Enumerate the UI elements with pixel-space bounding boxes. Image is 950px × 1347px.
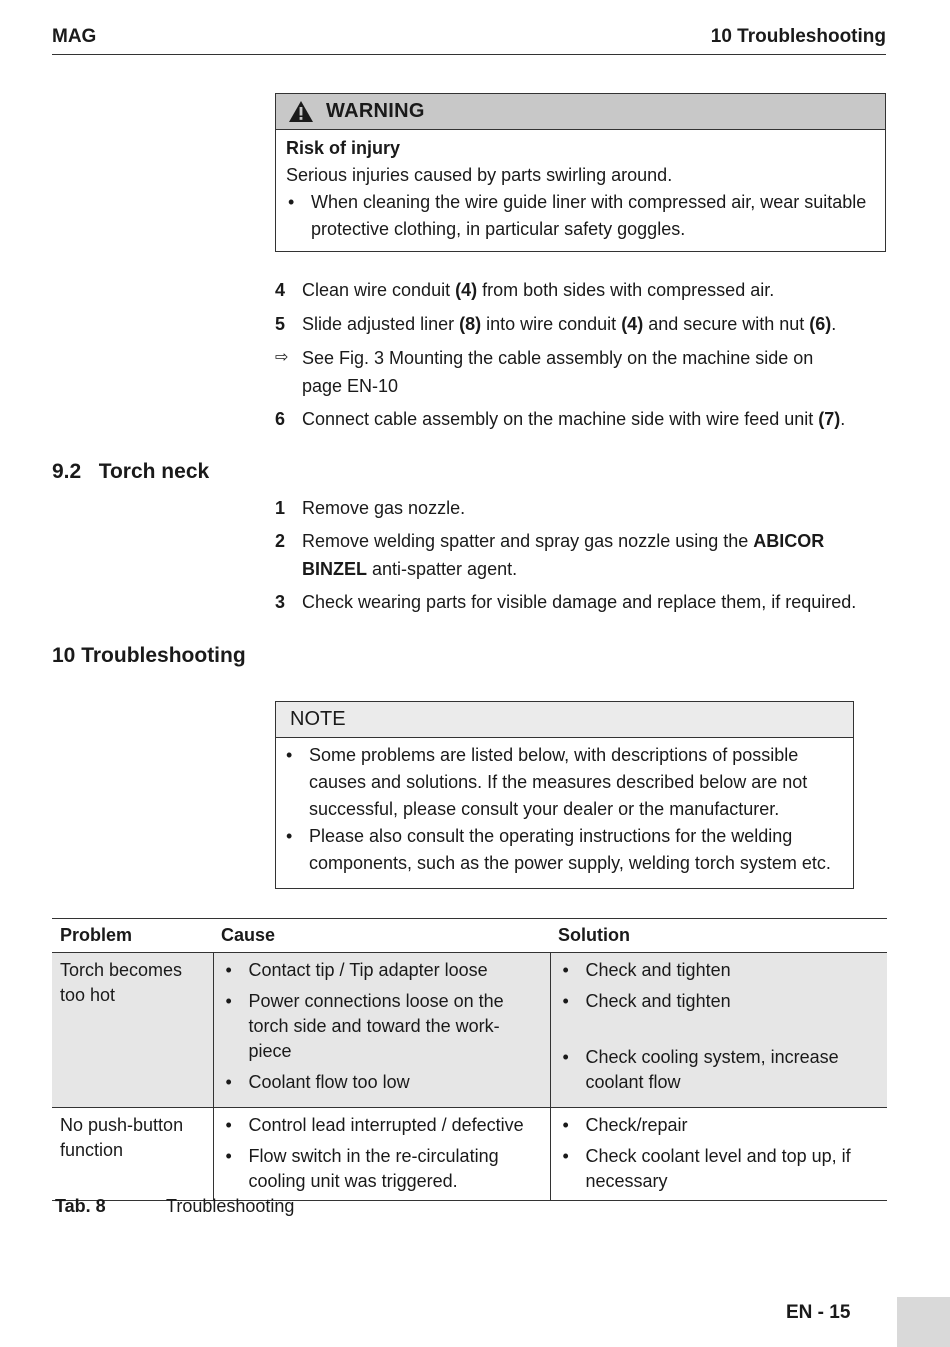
table-header-row [52,919,887,953]
list-item: • Control lead interrupted / defective [225,1115,524,1135]
warning-title: Risk of injury [286,138,401,158]
header-left: MAG [52,26,97,47]
note-bullet [284,742,845,823]
section-heading-torch-neck: 9.2 Torch neck [52,460,210,483]
warning-triangle-icon [288,100,314,123]
step-number: 3 [275,592,286,612]
step-text: Check wearing parts for visible damage and replace them, if required. [302,592,857,612]
page-number: EN - 15 [786,1302,851,1323]
list-item: • Check cooling system, increase coolant flow [562,1047,839,1092]
step-text: Connect cable assembly on the machine side with wire feed unit (7). [302,409,846,429]
step-number: 4 [275,280,286,300]
bullet-marker: • [286,826,293,846]
list-item: • Contact tip / Tip adapter loose [225,960,488,980]
torch-step-2 [275,527,885,583]
step-5 [275,310,885,338]
list-item: • Check coolant level and top up, if necessary [562,1146,851,1191]
cause-cell [213,1108,550,1201]
header-right: 10 Troubleshooting [710,26,886,47]
troubleshooting-table [52,918,887,1201]
table-caption-label: Tab. 8 [55,1196,106,1216]
list-item: • Coolant flow too low [225,1072,410,1092]
warning-bullet [286,189,875,243]
reference-text[interactable]: See Fig. 3 Mounting the cable assembly on the machine side on page EN-10 [302,348,814,396]
note-box [275,701,854,889]
section-heading-troubleshooting: 10 Troubleshooting [52,644,246,667]
list-item: • Check and tighten [562,960,731,980]
step-text: Remove gas nozzle. [302,498,466,518]
column-header: Cause [213,919,550,953]
solution-cell [550,1108,887,1201]
problem-cell: Torch becomes too hot [52,953,213,1108]
torch-step-1 [275,494,885,522]
warning-text: Serious injuries caused by parts swirling around. [286,165,673,185]
list-item: • Check/repair [562,1115,688,1135]
figure-reference[interactable] [275,344,815,400]
problem-cell: No push-button function [52,1108,213,1201]
list-item: • Power connections loose on the torch side and toward the work-piece [225,991,504,1061]
step-number: 5 [275,314,286,334]
step-text: Clean wire conduit (4) from both sides with compressed air. [302,280,775,300]
step-6 [275,405,885,433]
note-label: NOTE [276,702,853,738]
page-edge-tab [897,1297,950,1347]
table-row [52,1108,887,1201]
cause-cell [213,953,550,1108]
step-number: 2 [275,531,286,551]
step-number: 6 [275,409,286,429]
note-bullet [284,823,845,877]
step-text: Remove welding spatter and spray gas nozzle using the ABICOR BINZEL anti-spatter agent. [302,531,825,579]
list-item: • Check and tighten [562,991,731,1011]
column-header: Problem [52,919,213,953]
step-number: 1 [275,498,286,518]
bullet-marker: • [286,745,293,765]
warning-header [276,94,885,130]
table-row [52,953,887,1108]
column-header: Solution [550,919,887,953]
warning-bullet-text: When cleaning the wire guide liner with compressed air, wear suitable protective clothing, in particular safety goggles. [311,192,867,239]
solution-cell [550,953,887,1108]
step-4 [275,276,885,304]
torch-step-3 [275,588,885,616]
list-item: • Flow switch in the re-circulating cooling unit was triggered. [225,1146,499,1191]
warning-label: WARNING [326,100,425,122]
table-caption-text: Troubleshooting [166,1196,295,1216]
bullet-marker: • [288,192,295,212]
note-bullet-text: Please also consult the operating instructions for the welding components, such as the power supply, welding torch system etc. [309,826,831,873]
arrow-right-icon: ⇨ [275,349,289,366]
step-text: Slide adjusted liner (8) into wire conduit (4) and secure with nut (6). [302,314,837,334]
warning-box [275,93,886,252]
header-rule [52,54,886,55]
note-bullet-text: Some problems are listed below, with descriptions of possible causes and solutions. If the measures described below are not successful, please consult your dealer or the manufacturer. [309,745,808,819]
